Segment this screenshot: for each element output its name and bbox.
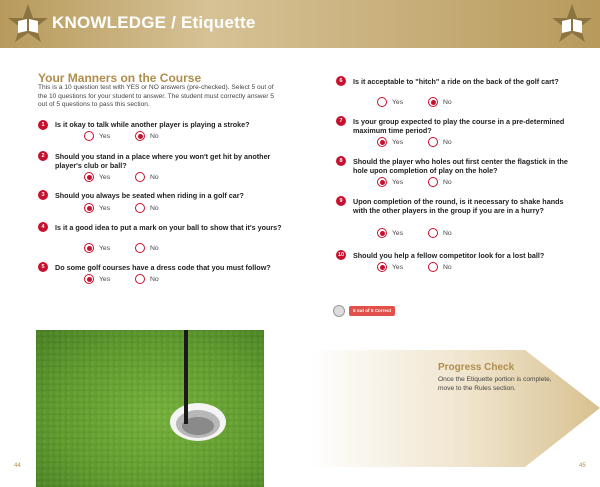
section-title: Your Manners on the Course: [38, 71, 202, 85]
radio-button[interactable]: [428, 177, 438, 187]
answer-no-option[interactable]: [428, 228, 452, 238]
radio-button[interactable]: [135, 172, 145, 182]
answer-no-option[interactable]: [428, 137, 452, 147]
page-header-title: KNOWLEDGE / Etiquette: [52, 13, 256, 32]
radio-button-selected[interactable]: [377, 262, 387, 272]
result-badge: 5 out of 5 Correct: [349, 306, 395, 316]
option-label: Yes: [392, 98, 404, 106]
answer-yes-option[interactable]: [377, 177, 403, 187]
radio-button-selected[interactable]: [377, 228, 387, 238]
answer-yes-option[interactable]: [84, 243, 110, 253]
answer-no-option[interactable]: [428, 97, 452, 107]
question-number-badge: 7: [336, 116, 346, 126]
question-text: Is it okay to talk while another player is playing a stroke?: [55, 120, 250, 129]
option-label: No: [443, 263, 452, 271]
answer-yes-option[interactable]: [84, 203, 110, 213]
radio-button-selected[interactable]: [84, 274, 94, 284]
answer-yes-option[interactable]: [377, 97, 403, 107]
header-band: [0, 0, 600, 48]
question-number-badge: 5: [38, 262, 48, 272]
option-label: Yes: [392, 229, 404, 237]
radio-button-selected[interactable]: [84, 172, 94, 182]
option-label: No: [443, 98, 452, 106]
radio-button[interactable]: [135, 274, 145, 284]
question-number-badge: 6: [336, 76, 346, 86]
question-text: Should you help a fellow competitor look for a lost ball?: [353, 251, 545, 260]
option-label: No: [150, 204, 159, 212]
page-number-right: 45: [579, 463, 586, 469]
answer-no-option[interactable]: [135, 243, 159, 253]
radio-button[interactable]: [377, 97, 387, 107]
option-label: Yes: [99, 132, 111, 140]
radio-button[interactable]: [84, 131, 94, 141]
answer-yes-option[interactable]: [377, 137, 403, 147]
question-text: Is your group expected to play the course in a pre-determined maximum time period?: [353, 117, 565, 135]
radio-button-selected[interactable]: [377, 177, 387, 187]
progress-check-title: Progress Check: [438, 362, 515, 373]
radio-button-selected[interactable]: [377, 137, 387, 147]
answer-no-option[interactable]: [428, 177, 452, 187]
answer-yes-option[interactable]: [377, 262, 403, 272]
option-label: Yes: [99, 173, 111, 181]
question-text: Do some golf courses have a dress code that you must follow?: [55, 263, 271, 272]
question-text: Is it a good idea to put a mark on your ball to show that it's yours?: [55, 223, 282, 232]
question-number-badge: 8: [336, 156, 346, 166]
radio-button[interactable]: [428, 228, 438, 238]
question-number-badge: 9: [336, 196, 346, 206]
option-label: No: [443, 138, 452, 146]
option-label: Yes: [99, 275, 111, 283]
answer-yes-option[interactable]: [84, 274, 110, 284]
book-star-icon: [6, 3, 50, 45]
question-number-badge: 1: [38, 120, 48, 130]
answer-yes-option[interactable]: [84, 131, 110, 141]
option-label: Yes: [99, 244, 111, 252]
answer-yes-option[interactable]: [84, 172, 110, 182]
option-label: Yes: [392, 263, 404, 271]
radio-button-selected[interactable]: [84, 203, 94, 213]
radio-button[interactable]: [135, 203, 145, 213]
result-indicator[interactable]: [333, 305, 345, 317]
golf-hole-photo: [36, 330, 264, 487]
option-label: No: [150, 275, 159, 283]
answer-no-option[interactable]: [135, 172, 159, 182]
question-text: Should the player who holes out first center the flagstick in the hole upon completion of play on the hole?: [353, 157, 568, 175]
page-number-left: 44: [14, 463, 21, 469]
progress-arrow-graphic: [310, 330, 600, 487]
question-text: Upon completion of the round, is it necessary to shake hands with the other players in the group if you are in a hurry?: [353, 197, 564, 215]
progress-check-text: Once the Etiquette portion is complete, move to the Rules section.: [438, 376, 552, 392]
answer-no-option[interactable]: [135, 274, 159, 284]
golf-hole-image: [36, 330, 264, 487]
question-number-badge: 2: [38, 151, 48, 161]
radio-button-selected[interactable]: [135, 131, 145, 141]
question-number-badge: 4: [38, 222, 48, 232]
question-number-badge: 10: [337, 252, 345, 258]
option-label: No: [150, 244, 159, 252]
answer-no-option[interactable]: [428, 262, 452, 272]
answer-no-option[interactable]: [135, 131, 159, 141]
book-star-icon: [550, 3, 594, 45]
option-label: No: [443, 178, 452, 186]
answer-yes-option[interactable]: [377, 228, 403, 238]
question-text: Should you always be seated when riding in a golf car?: [55, 191, 244, 200]
question-number-badge: 3: [38, 190, 48, 200]
radio-button[interactable]: [428, 262, 438, 272]
option-label: Yes: [99, 204, 111, 212]
option-label: Yes: [392, 178, 404, 186]
radio-button[interactable]: [428, 137, 438, 147]
option-label: No: [443, 229, 452, 237]
option-label: Yes: [392, 138, 404, 146]
answer-no-option[interactable]: [135, 203, 159, 213]
option-label: No: [150, 173, 159, 181]
section-intro: This is a 10 question test with YES or NO answers (pre-checked). Select 5 out of the 10 questions for your student to answer. The student must correctly answer 5 out of 5 questions to pass this section.: [38, 84, 274, 109]
radio-button-selected[interactable]: [84, 243, 94, 253]
radio-button[interactable]: [135, 243, 145, 253]
option-label: No: [150, 132, 159, 140]
radio-button-selected[interactable]: [428, 97, 438, 107]
question-text: Is it acceptable to "hitch" a ride on the back of the golf cart?: [353, 77, 559, 86]
question-text: Should you stand in a place where you won't get hit by another player's club or ball?: [55, 152, 271, 170]
